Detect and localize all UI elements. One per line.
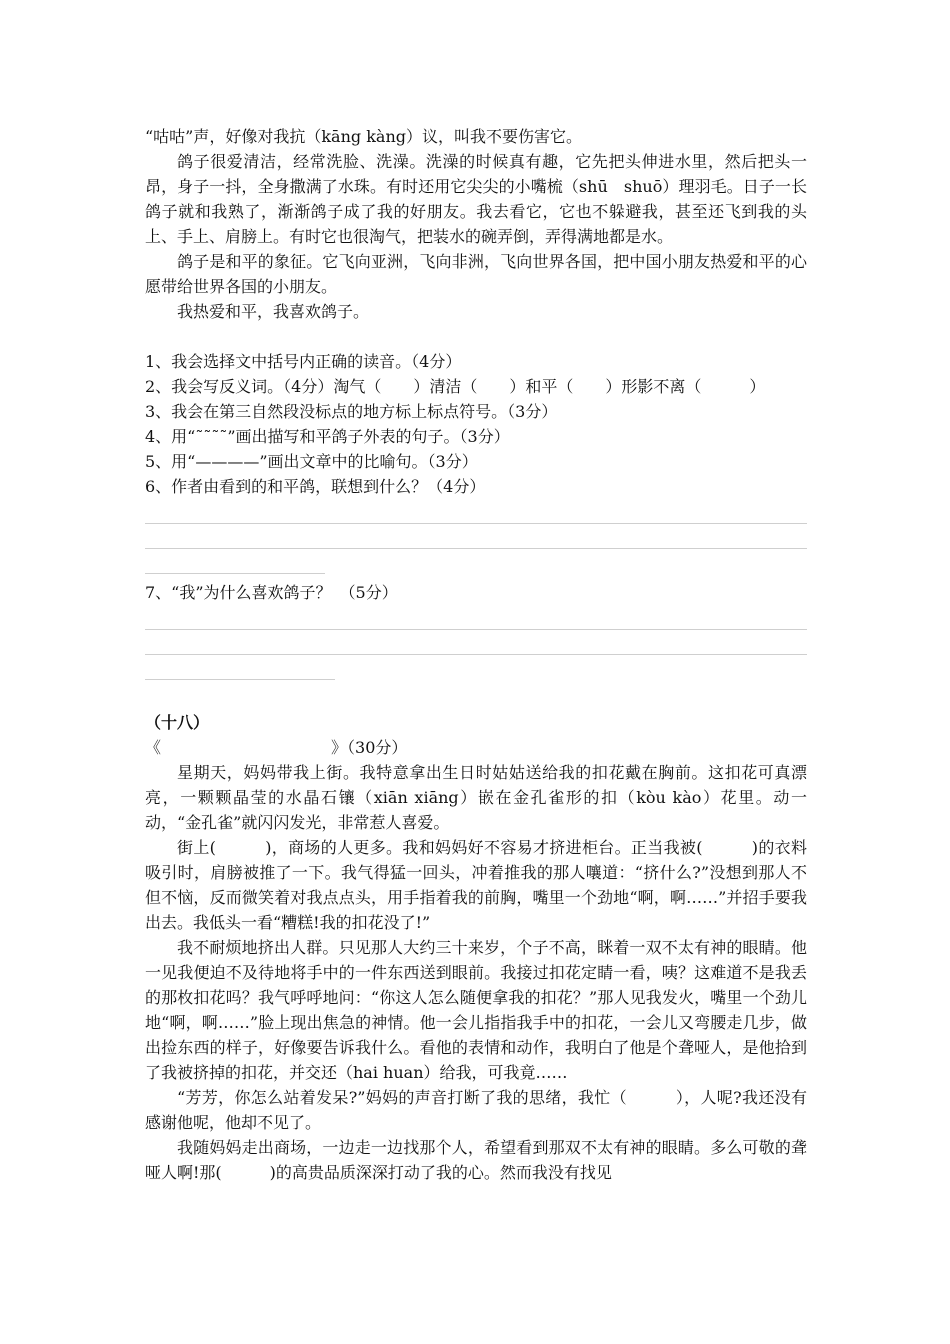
answer-line <box>145 605 807 630</box>
passage-paragraph-1: 鸽子很爱清洁，经常洗脸、洗澡。洗澡的时候真有趣，它先把头伸进水里，然后把头一昂，身子一抖，全身撒满了水珠。有时还用它尖尖的小嘴梳（shū shuō）理羽毛。日子一长鸽子就和我熟了，渐渐鸽子成了我的好朋友。我去看它，它也不躲避我，甚至还飞到我的头上、手上、肩膀上。有时它也很淘气，把装水的碗弄倒，弄得满地都是水。 <box>145 152 807 246</box>
question-5: 5、用“————”画出文章中的比喻句。（3分） <box>145 452 478 471</box>
question-1: 1、我会选择文中括号内正确的读音。（4分） <box>145 352 462 371</box>
answer-line <box>145 499 807 524</box>
passage-paragraph-3: 我热爱和平，我喜欢鸽子。 <box>177 302 370 321</box>
story-paragraph-3: 我不耐烦地挤出人群。只见那人大约三十来岁，个子不高，眯着一双不太有神的眼睛。他一见我便迫不及待地将手中的一件东西送到眼前。我接过扣花定睛一看，咦？这难道不是我丢的那枚扣花吗？我气呼呼地问：“你这人怎么随便拿我的扣花？”那人见我发火，嘴里一个劲儿地“啊，啊……”脸上现出焦急的神情。他一会儿指指我手中的扣花，一会儿又弯腰走几步，做出捡东西的样子，好像要告诉我什么。看他的表情和动作，我明白了他是个聋哑人，是他拾到了我被挤掉的扣花，并交还（hai huan）给我，可我竟…… <box>145 938 807 1082</box>
story-paragraph-2: 街上( )，商场的人更多。我和妈妈好不容易才挤进柜台。正当我被( )的衣料吸引时，肩膀被推了一下。我气得猛一回头，冲着推我的那人嚷道：“挤什么?”没想到那人不但不恼，反而微笑着对我点点头，用手指着我的前胸，嘴里一个劲地“啊，啊……”并招手要我出去。我低头一看“糟糕!我的扣花没了!” <box>145 838 807 932</box>
question-2: 2、我会写反义词。（4分）淘气（ ）清洁（ ）和平（ ）形影不离（ ） <box>145 377 766 396</box>
question-6: 6、作者由看到的和平鸽，联想到什么？（4分） <box>145 477 486 496</box>
subtitle-close-bracket: 》（30分） <box>331 738 408 757</box>
story-paragraph-5: 我随妈妈走出商场，一边走一边找那个人，希望看到那双不太有神的眼睛。多么可敬的聋哑人啊!那( )的高贵品质深深打动了我的心。然而我没有找见 <box>145 1138 807 1182</box>
passage-paragraph-0: “咕咕”声，好像对我抗（kāng kàng）议，叫我不要伤害它。 <box>145 127 583 146</box>
passage-paragraph-2: 鸽子是和平的象征。它飞向亚洲，飞向非洲，飞向世界各国，把中国小朋友热爱和平的心愿带给世界各国的小朋友。 <box>145 252 807 296</box>
answer-line <box>145 655 335 680</box>
question-7: 7、“我”为什么喜欢鸽子？ （5分） <box>145 583 398 602</box>
answer-line <box>145 524 807 549</box>
subtitle-open-bracket: 《 <box>145 738 162 757</box>
story-paragraph-1: 星期天，妈妈带我上街。我特意拿出生日时姑姑送给我的扣花戴在胸前。这扣花可真漂亮，一颗颗晶莹的水晶石镶（xiān xiāng）嵌在金孔雀形的扣（kòu kào）花里。动一动，“金孔雀”就闪闪发光，非常惹人喜爱。 <box>145 763 807 832</box>
section-title: （十八） <box>145 713 210 732</box>
story-paragraph-4: “芳芳，你怎么站着发呆?”妈妈的声音打断了我的思绪，我忙（ ），人呢?我还没有感谢他呢，他却不见了。 <box>145 1088 807 1132</box>
question-3: 3、我会在第三自然段没标点的地方标上标点符号。（3分） <box>145 402 558 421</box>
question-list <box>145 349 807 680</box>
answer-line <box>145 549 325 574</box>
document-page <box>145 124 807 1185</box>
section-subtitle <box>145 735 807 760</box>
question-4: 4、用“˜˜˜˜”画出描写和平鸽子外表的句子。（3分） <box>145 427 510 446</box>
answer-line <box>145 630 807 655</box>
